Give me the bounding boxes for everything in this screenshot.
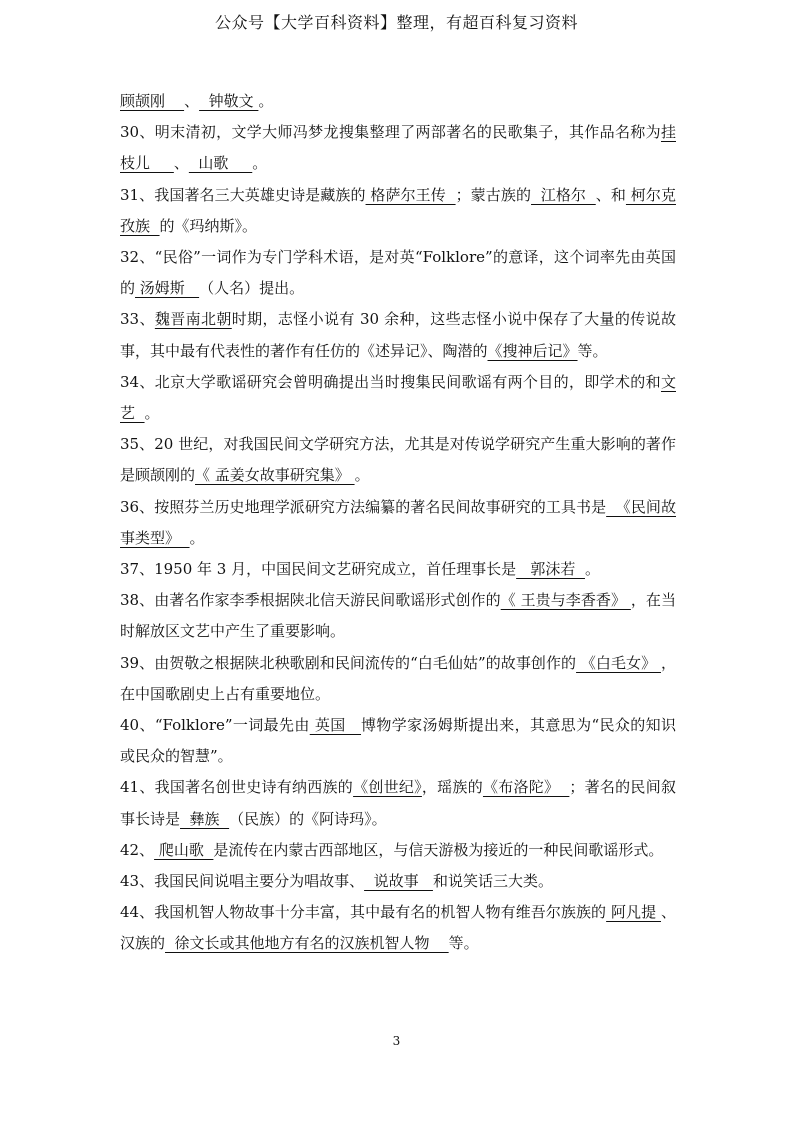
question-text: 43、我国民间说唱主要分为唱故事、 [120,872,365,891]
answer-blank: 徐文长或其他地方有名的汉族机智人物 [165,934,449,953]
question-text: ；蒙古族的 [455,185,532,204]
question-text: 等。 [448,934,479,953]
answer-blank: 格萨尔王传 [365,185,456,204]
question-text: 。 [354,466,370,485]
question-q41 [120,772,676,834]
question-q32 [120,242,676,304]
question-text: 34、北京大学歌谣研究会曾明确提出当时搜集民间歌谣有两个目的，即学术的和 [120,372,661,391]
question-text: 。 [189,528,205,547]
answer-blank: 《创世纪》 [353,778,422,797]
answer-blank: 英国 [309,716,362,735]
answer-blank: 柯尔克孜族 [120,185,676,235]
question-text: ，瑶族的 [421,778,483,797]
question-q31 [120,180,676,242]
answer-blank: 《搜神后记》 [487,341,578,360]
question-q39 [120,648,676,710]
question-text: ，在中国歌剧史上占有重要地位。 [120,653,676,703]
question-q33 [120,304,676,366]
answer-blank: 《 孟姜女故事研究集》 [195,466,355,485]
question-text: 是流传在内蒙古西部地区，与信天游极为接近的一种民间歌谣形式。 [213,840,664,859]
question-text: 33、 [120,310,155,329]
question-text: 博物学家汤姆斯提出来，其意思为“民众的知识或民众的智慧”。 [120,716,677,766]
question-text: ；著名的民间叙事长诗是 [120,778,676,828]
question-q30 [120,117,676,179]
answer-blank: 钟敬文 [199,92,259,110]
answer-blank: 阿凡提 [606,903,661,922]
page-header: 公众号【大学百科资料】整理，有超百科复习资料 [214,13,578,32]
question-text: ，在当时解放区文艺中产生了重要影响。 [120,591,676,641]
question-q34 [120,367,676,429]
question-text: 、和 [595,185,626,204]
question-q40 [120,710,676,772]
answer-blank: 《民间故事类型》 [120,497,676,547]
question-text: 。 [258,92,274,110]
question-text: 40、“Folklore”一词最先由 [120,716,310,735]
question-text: （民族）的《阿诗玛》。 [229,809,387,828]
answer-blank: 魏晋南北朝 [154,310,232,329]
answer-blank: 文艺 [120,372,676,423]
answer-blank: 彝族 [180,809,230,828]
page-number: 3 [392,1034,401,1048]
question-q36 [120,492,676,554]
question-q43 [120,866,676,897]
question-text: 、 [173,154,189,173]
answer-blank: 郭沫若 [516,560,585,579]
question-cont [120,86,676,117]
question-text: 30、明末清初，文学大师冯梦龙搜集整理了两部著名的民歌集子，其作品名称为 [120,123,661,142]
question-text: （人名）提出。 [199,279,305,298]
question-q35 [120,429,676,491]
answer-blank: 《 王贵与李香香》 [500,591,631,610]
question-text: 39、由贺敬之根据陕北秧歌剧和民间流传的“白毛仙姑”的故事创作的 [120,653,577,672]
answer-blank: 爬山歌 [154,840,214,859]
question-q44 [120,897,676,959]
question-text: 42、 [120,840,155,859]
question-text: 41、我国著名创世史诗有纳西族的 [120,778,354,797]
answer-blank: 《白毛女》 [576,653,661,672]
question-text: 38、由著名作家李季根据陕北信天游民间歌谣形式创作的 [120,591,501,610]
question-text: 、 [184,92,200,110]
question-text: 的《玛纳斯》。 [159,216,258,235]
question-text: 35、20 世纪，对我国民间文学研究方法，尤其是对传说学研究产生重大影响的著作是顾颉刚的 [120,435,676,485]
question-list [120,86,676,960]
question-text: 等。 [577,341,608,360]
question-text: 31、我国著名三大英雄史诗是藏族的 [120,185,366,204]
question-text: 时期，志怪小说有 30 余种，这些志怪小说中保存了大量的传说故事，其中最有代表性的著作有任仿的《述异记》、陶潜的 [120,310,676,360]
answer-blank: 《布洛陀》 [482,778,570,797]
answer-blank: 江格尔 [531,185,596,204]
question-text: 、汉族的 [120,903,676,953]
question-text: 。 [252,154,268,173]
answer-blank: 挂枝儿 [120,123,676,173]
question-q38 [120,585,676,647]
question-text: 36、按照芬兰历史地理学派研究方法编纂的著名民间故事研究的工具书是 [120,497,607,516]
question-text: 44、我国机智人物故事十分丰富，其中最有名的机智人物有维吾尔族族的 [120,903,607,922]
question-text: 37、1950 年 3 月，中国民间文艺研究成立，首任理事长是 [120,560,517,579]
answer-blank: 说故事 [364,872,433,891]
question-text: 。 [584,560,600,579]
answer-blank: 顾颉刚 [120,92,185,110]
question-text: 32、“民俗”一词作为专门学科术语，是对英“Folklore”的意译，这个词率先由英国的 [120,248,676,298]
answer-blank: 汤姆斯 [135,279,200,298]
question-q37 [120,554,676,585]
answer-blank: 山歌 [188,154,253,173]
question-q42 [120,835,676,866]
question-text: 和说笑话三大类。 [432,872,553,891]
question-text: 。 [144,404,160,423]
